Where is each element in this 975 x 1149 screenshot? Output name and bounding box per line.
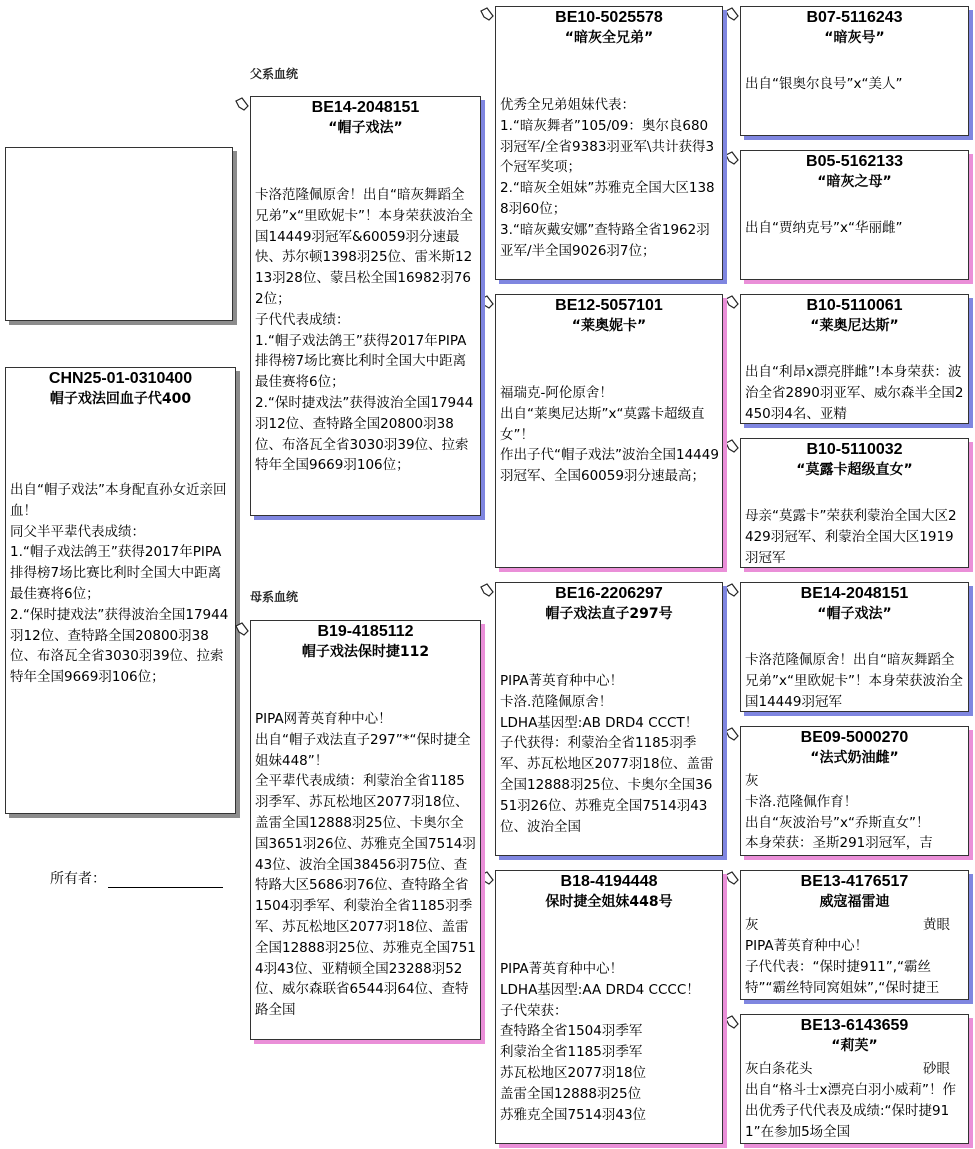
ggp-7-color: 灰 [745, 917, 759, 933]
ggp-7-color-row [745, 915, 965, 936]
ggp-7-description: PIPA菁英育种中心！ 子代代表：“保时捷911”,“霸丝特”“霸丝特同窝姐妹”,“保时捷王 [745, 938, 940, 996]
ggp-7-name: 威寇福雷迪 [819, 894, 890, 910]
pointer-icon [725, 583, 739, 597]
ggp-4-id: B10-5110032 [806, 441, 903, 458]
ggp-5-id: BE14-2048151 [800, 585, 909, 602]
subject-name: 帽子戏法回血子代400 [49, 391, 192, 407]
ggp-2-name: “暗灰之母” [817, 174, 892, 190]
pointer-icon [480, 871, 494, 885]
pointer-icon [725, 7, 739, 21]
ggp-6-name: “法式奶油雌” [810, 750, 899, 766]
sire-dam-name: “莱奥妮卡” [571, 318, 647, 334]
ggp-1-description: 出自“银奥尔良号”x“美人” [745, 76, 903, 92]
ggp-7-eye: 黄眼 [923, 917, 950, 933]
pointer-icon [480, 7, 494, 21]
pointer-icon [725, 439, 739, 453]
pointer-icon [480, 583, 494, 597]
dam-sire-card [495, 582, 723, 856]
sire-sire-name: “暗灰全兄弟” [564, 30, 654, 46]
dam-id: B19-4185112 [317, 623, 414, 640]
sire-name: “帽子戏法” [328, 120, 403, 136]
ggp-6-description: 灰 卡洛.范隆佩作育！ 出自“灰波治号”x“乔斯直女”！ 本身荣获：圣斯291羽冠军，吉 [745, 773, 933, 852]
ggp-card-8 [740, 1014, 969, 1144]
dam-dam-name: 保时捷全姐妹448号 [545, 894, 673, 910]
subject-id: CHN25-01-0310400 [48, 370, 193, 387]
ggp-8-name: “莉芙” [831, 1038, 878, 1054]
sire-dam-id: BE12-5057101 [555, 297, 663, 314]
owner-field [50, 868, 223, 888]
ggp-8-eye: 砂眼 [923, 1061, 950, 1077]
ggp-7-id: BE13-4176517 [800, 873, 909, 890]
pointer-icon [235, 622, 249, 636]
pointer-icon [235, 97, 249, 111]
sire-card [250, 96, 481, 516]
sire-sire-description: 优秀全兄弟姐妹代表： 1.“暗灰舞者”105/09：奥尔良680羽冠军/全省9383羽亚军\共计获得3个冠军奖项； 2.“暗灰全姐妹”苏雅克全国大区1388羽60位； 3.“暗灰戴安娜”查特路全省1962羽亚军/半全国9026羽7位； [500, 97, 715, 259]
ggp-4-description: 母亲“莫露卡”荣获利蒙治全国大区2429羽冠军、利蒙治全国大区1919羽冠军 [745, 508, 957, 566]
ggp-1-id: B07-5116243 [806, 9, 903, 26]
ggp-card-7 [740, 870, 969, 1000]
ggp-6-id: BE09-5000270 [800, 729, 909, 746]
ggp-5-name: “帽子戏法” [817, 606, 892, 622]
dam-card [250, 620, 481, 1040]
ggp-8-color: 灰白条花头 [745, 1061, 813, 1077]
ggp-card-1 [740, 6, 969, 136]
dam-line-label: 母系血统 [250, 590, 299, 604]
ggp-card-2 [740, 150, 969, 280]
dam-sire-id: BE16-2206297 [555, 585, 663, 602]
ggp-card-4 [740, 438, 969, 568]
dam-sire-description: PIPA菁英育种中心！ 卡洛.范隆佩原舍！ LDHA基因型:AB DRD4 CCCT！ 子代获得：利蒙治全省1185羽季军、苏瓦松地区2077羽18位、盖雷全国12888羽25位、卡奥尔全国3651羽26位、苏雅克全国7514羽43位、波治全国 [500, 673, 714, 835]
pointer-icon [725, 295, 739, 309]
pigeon-photo-frame [5, 147, 233, 321]
owner-signature-line[interactable] [108, 871, 223, 888]
pointer-icon [725, 871, 739, 885]
ggp-2-description: 出自“贾纳克号”x“华丽雌” [745, 220, 903, 236]
sire-id: BE14-2048151 [311, 99, 420, 116]
dam-description: PIPA网菁英育种中心！ 出自“帽子戏法直子297”*“保时捷全姐妹448”！ 全平辈代表成绩：利蒙治全省1185羽季军、苏瓦松地区2077羽18位、盖雷全国12888羽25位、卡奥尔全国3651羽26位、苏雅克全国7514羽43位、波治全国38456羽75位、查特路大区5686羽76位、查特路全省1504羽季军、利蒙治全省1185羽季军、苏瓦松地区2077羽18位、盖雷全国12888羽25位、苏雅克全国7514羽43位、亚精顿全国23288羽52位、威尔森联省6544羽64位、查特路全国 [255, 711, 476, 1019]
sire-dam-card [495, 294, 723, 568]
ggp-card-3 [740, 294, 969, 424]
pointer-icon [725, 1015, 739, 1029]
ggp-5-description: 卡洛范隆佩原舍！出自“暗灰舞蹈全兄弟”x“里欧妮卡”！本身荣获波治全国14449羽冠军 [745, 652, 963, 710]
owner-label: 所有者： [50, 871, 106, 887]
ggp-card-6 [740, 726, 969, 856]
sire-description: 卡洛范隆佩原舍！出自“暗灰舞蹈全兄弟”x“里欧妮卡”！本身荣获波治全国14449羽冠军&60059羽分速最快、苏尔顿1398羽25位、雷米斯1213羽28位、蒙吕松全国16982羽762位； 子代代表成绩： 1.“帽子戏法鸽王”获得2017年PIPA排得榜7场比赛比利时全国大中距离最佳赛将6位； 2.“保时捷戏法”获得波治全国17944羽12位、查特路全国20800羽38位、布洛瓦全省3030羽39位、拉索特年全国9669羽106位； [255, 187, 474, 474]
dam-name: 帽子戏法保时捷112 [301, 644, 430, 660]
pointer-icon [725, 151, 739, 165]
ggp-8-color-row [745, 1059, 965, 1080]
subject-description: 出自“帽子戏法”本身配直孙女近亲回血！ 同父半平辈代表成绩： 1.“帽子戏法鸽王”获得2017年PIPA排得榜7场比赛比利时全国大中距离最佳赛将6位； 2.“保时捷戏法”获得波治全国17944羽12位、查特路全国20800羽38位、布洛瓦全省3030羽39位、拉索特年全国9669羽106位； [10, 482, 229, 686]
ggp-3-id: B10-5110061 [806, 297, 903, 314]
pointer-icon [480, 295, 494, 309]
dam-dam-id: B18-4194448 [560, 873, 658, 890]
ggp-8-id: BE13-6143659 [800, 1017, 909, 1034]
dam-dam-description: PIPA菁英育种中心！ LDHA基因型:AA DRD4 CCCC！ 子代荣获： 查特路全省1504羽季军 利蒙治全省1185羽季军 苏瓦松地区2077羽18位 盖雷全国12888羽25位 苏雅克全国7514羽43位 [500, 961, 700, 1123]
ggp-3-description: 出自“利昂x漂亮胖雌”!本身荣获：波治全省2890羽亚军、威尔森半全国2450羽4名、亚精 [745, 364, 964, 422]
subject-card [5, 367, 236, 814]
sire-dam-description: 福瑞克-阿伦原舍！ 出自“莱奥尼达斯”x“莫露卡超级直女”！ 作出子代“帽子戏法”波治全国14449羽冠军、全国60059羽分速最高； [500, 385, 719, 485]
sire-sire-card [495, 6, 723, 280]
ggp-card-5 [740, 582, 969, 712]
pointer-icon [725, 727, 739, 741]
sire-line-label: 父系血统 [250, 67, 299, 81]
dam-dam-card [495, 870, 723, 1144]
ggp-1-name: “暗灰号” [824, 30, 885, 46]
ggp-2-id: B05-5162133 [806, 153, 903, 170]
dam-sire-name: 帽子戏法直子297号 [545, 606, 673, 622]
ggp-3-name: “莱奥尼达斯” [810, 318, 899, 334]
sire-sire-id: BE10-5025578 [555, 9, 663, 26]
ggp-4-name: “莫露卡超级直女” [796, 462, 913, 478]
ggp-8-description: 出自“格斗士x漂亮白羽小威莉”！作出优秀子代代表及成绩:“保时捷911”在参加5场全国 [745, 1082, 956, 1140]
